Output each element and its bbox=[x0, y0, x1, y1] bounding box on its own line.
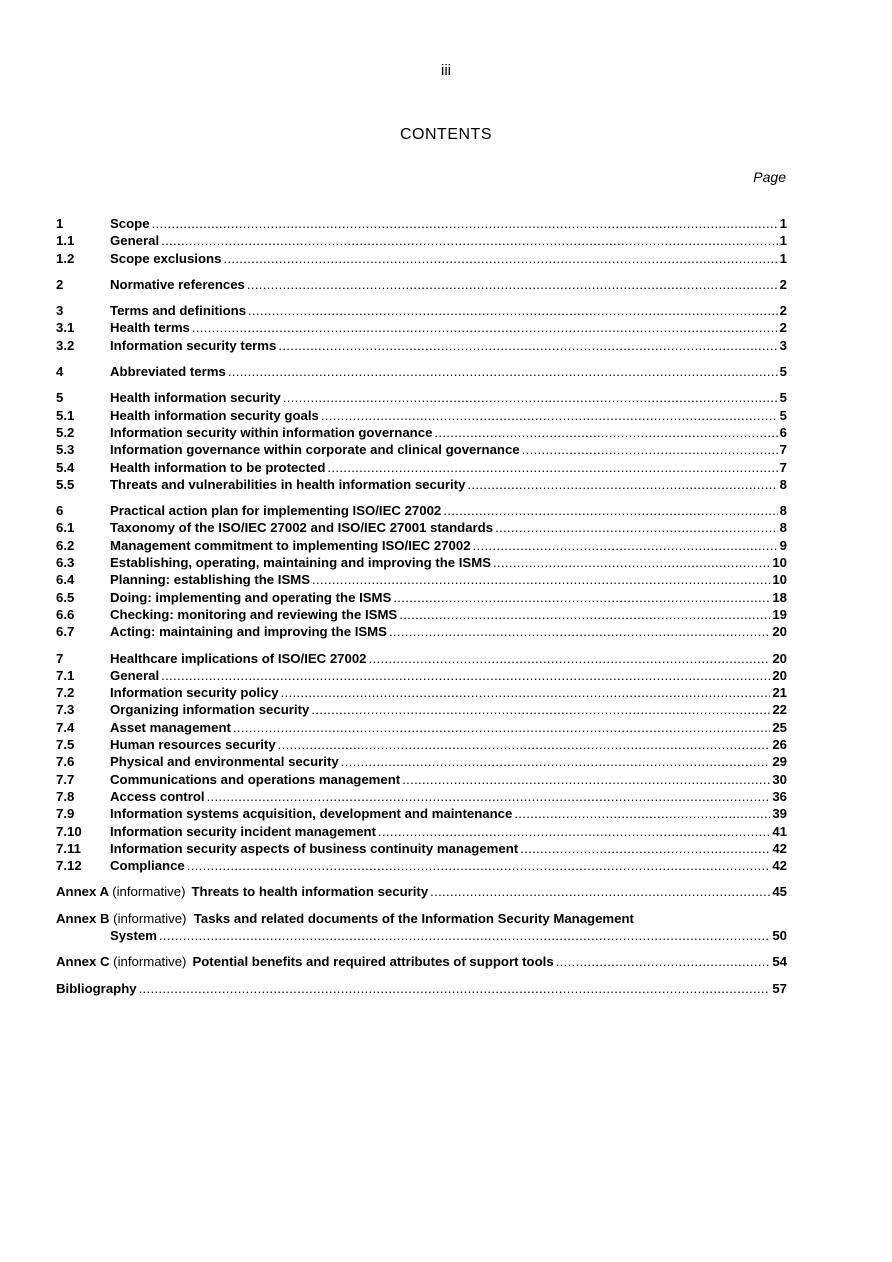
toc-entry[interactable] bbox=[56, 215, 787, 232]
toc-entry-page: 41 bbox=[772, 823, 787, 839]
toc-entry-number: 7.9 bbox=[56, 806, 75, 822]
toc-entry-number: 6.4 bbox=[56, 572, 75, 588]
annex-line bbox=[56, 883, 787, 900]
toc-entry[interactable] bbox=[56, 606, 787, 623]
toc-entry-page: 30 bbox=[772, 771, 787, 787]
toc-entry-number: 3.1 bbox=[56, 320, 75, 336]
annex-label: Annex C bbox=[56, 954, 110, 970]
dot-leader bbox=[369, 650, 771, 667]
toc-entry-title: Access control bbox=[110, 788, 205, 804]
toc-entry-number: 7.5 bbox=[56, 737, 75, 753]
toc-entry-title: Information security within information governance bbox=[110, 424, 433, 440]
dot-leader bbox=[248, 302, 778, 319]
toc-entry-title: Establishing, operating, maintaining and improving the ISMS bbox=[110, 555, 492, 571]
toc-entry[interactable] bbox=[56, 805, 787, 822]
toc-entry-title: Information security aspects of business continuity management bbox=[110, 840, 519, 856]
toc-entry-page: 8 bbox=[779, 503, 787, 519]
toc-group bbox=[56, 276, 787, 293]
toc-entry-title: Practical action plan for implementing ISO/IEC 27002 bbox=[110, 503, 442, 519]
dot-leader bbox=[393, 589, 770, 606]
dot-leader bbox=[152, 215, 778, 232]
dot-leader bbox=[192, 319, 778, 336]
toc-entry[interactable] bbox=[56, 823, 787, 840]
toc-entry-number: 2 bbox=[56, 276, 64, 292]
toc-entry-page: 42 bbox=[772, 840, 787, 856]
dot-leader bbox=[520, 840, 770, 857]
toc-entry-title: Information systems acquisition, development and maintenance bbox=[110, 806, 513, 822]
toc-entry-page: 5 bbox=[779, 390, 787, 406]
toc-entry[interactable] bbox=[56, 337, 787, 354]
dot-leader bbox=[327, 459, 777, 476]
toc-entry-page: 9 bbox=[779, 537, 787, 553]
toc-entry-number: 6.2 bbox=[56, 537, 75, 553]
toc-entry-number: 5.3 bbox=[56, 442, 75, 458]
toc-entry[interactable] bbox=[56, 857, 787, 874]
toc-entry[interactable] bbox=[56, 502, 787, 519]
toc-entry-title: General bbox=[110, 233, 160, 249]
toc-entry[interactable] bbox=[56, 441, 787, 458]
toc-entry-page: 21 bbox=[772, 685, 787, 701]
toc-entry-title: Checking: monitoring and reviewing the ISMS bbox=[110, 606, 398, 622]
toc-entry-page: 18 bbox=[772, 589, 787, 605]
annex-qualifier: (informative) bbox=[113, 954, 187, 970]
toc-entry-number: 4 bbox=[56, 364, 64, 380]
dot-leader bbox=[321, 407, 778, 424]
annex-title: Potential benefits and required attributes of support tools bbox=[192, 954, 554, 970]
dot-leader bbox=[283, 389, 778, 406]
toc-entry-number: 5 bbox=[56, 390, 64, 406]
toc-entry-number: 6 bbox=[56, 503, 64, 519]
toc-entry[interactable] bbox=[56, 302, 787, 319]
toc-entry-title: Human resources security bbox=[110, 737, 276, 753]
bibliography-page: 57 bbox=[772, 980, 787, 996]
toc-entry-number: 5.4 bbox=[56, 459, 75, 475]
dot-leader bbox=[341, 753, 771, 770]
toc-entry-page: 19 bbox=[772, 606, 787, 622]
annex-title-line bbox=[56, 910, 787, 927]
toc-entry-page: 42 bbox=[772, 858, 787, 874]
toc-entry-title: Acting: maintaining and improving the ISMS bbox=[110, 624, 387, 640]
toc-entry-page: 8 bbox=[779, 476, 787, 492]
toc-entry-title: Physical and environmental security bbox=[110, 754, 339, 770]
dot-leader bbox=[187, 857, 771, 874]
toc-entry-number: 7.2 bbox=[56, 685, 75, 701]
toc-entry-title: Scope exclusions bbox=[110, 250, 222, 266]
toc-entry[interactable] bbox=[56, 753, 787, 770]
dot-leader bbox=[247, 276, 778, 293]
toc-entry[interactable] bbox=[56, 788, 787, 805]
toc-entry[interactable] bbox=[56, 424, 787, 441]
toc-entry[interactable] bbox=[56, 554, 787, 571]
annex-title-continuation: System bbox=[110, 927, 157, 943]
toc-entry[interactable] bbox=[56, 250, 787, 267]
dot-leader bbox=[556, 953, 771, 970]
toc-entry[interactable] bbox=[56, 667, 787, 684]
toc-entry[interactable] bbox=[56, 232, 787, 249]
toc-entry-page: 36 bbox=[772, 788, 787, 804]
annex-prefix bbox=[56, 953, 186, 970]
toc-entry-page: 10 bbox=[772, 572, 787, 588]
toc-entry-title: Communications and operations management bbox=[110, 771, 401, 787]
toc-entry-title: Information security terms bbox=[110, 337, 277, 353]
toc-entry-title: Terms and definitions bbox=[110, 303, 247, 319]
dot-leader bbox=[434, 424, 777, 441]
contents-title: CONTENTS bbox=[400, 126, 492, 143]
toc-entry-title: Healthcare implications of ISO/IEC 27002 bbox=[110, 650, 367, 666]
toc-entry[interactable] bbox=[56, 684, 787, 701]
toc-entry[interactable] bbox=[56, 736, 787, 753]
dot-leader bbox=[399, 606, 770, 623]
toc-entry-page: 1 bbox=[779, 250, 787, 266]
toc-entry-number: 7 bbox=[56, 650, 64, 666]
dot-leader bbox=[495, 519, 778, 536]
annex-entry[interactable] bbox=[56, 883, 787, 900]
toc-entry-title: Threats and vulnerabilities in health information security bbox=[110, 476, 466, 492]
annex-label: Annex A bbox=[56, 884, 109, 900]
toc-entry-number: 7.10 bbox=[56, 823, 82, 839]
toc-entry-title: Health information to be protected bbox=[110, 459, 326, 475]
annex-title: Threats to health information security bbox=[191, 884, 429, 900]
annex-line bbox=[56, 953, 787, 970]
toc-entry-page: 3 bbox=[779, 337, 787, 353]
toc-entry-page: 2 bbox=[779, 303, 787, 319]
toc-entry[interactable] bbox=[56, 650, 787, 667]
annex-title: Tasks and related documents of the Information Security Management bbox=[193, 910, 634, 926]
toc-entry-number: 3.2 bbox=[56, 337, 75, 353]
toc-group bbox=[56, 363, 787, 380]
toc-entry-page: 7 bbox=[779, 459, 787, 475]
toc-entry-page: 5 bbox=[779, 364, 787, 380]
toc-entry-number: 1.1 bbox=[56, 233, 75, 249]
toc-group bbox=[56, 215, 787, 267]
toc-entry-number: 1 bbox=[56, 216, 64, 231]
toc-entry-number: 7.8 bbox=[56, 788, 75, 804]
toc-entry[interactable] bbox=[56, 276, 787, 293]
dot-leader bbox=[278, 736, 771, 753]
toc-entry-number: 6.5 bbox=[56, 589, 75, 605]
toc-entry-page: 5 bbox=[779, 407, 787, 423]
toc-entry-number: 6.3 bbox=[56, 555, 75, 571]
dot-leader bbox=[430, 883, 770, 900]
toc-entry-number: 1.2 bbox=[56, 250, 75, 266]
toc-entry-title: Information security policy bbox=[110, 685, 279, 701]
toc-entry[interactable] bbox=[56, 407, 787, 424]
dot-leader bbox=[161, 232, 778, 249]
annex-continuation-line bbox=[56, 927, 787, 944]
toc-entry-number: 6.7 bbox=[56, 624, 75, 640]
dot-leader bbox=[278, 337, 777, 354]
dot-leader bbox=[223, 250, 777, 267]
toc-entry-page: 22 bbox=[772, 702, 787, 718]
toc-entry[interactable] bbox=[56, 771, 787, 788]
toc-entry-page: 20 bbox=[772, 624, 787, 640]
bibliography-title: Bibliography bbox=[56, 980, 137, 996]
toc-entry-page: 39 bbox=[772, 806, 787, 822]
page-column-header: Page bbox=[753, 169, 786, 185]
toc-entry-number: 5.5 bbox=[56, 476, 75, 492]
toc-entry-number: 7.6 bbox=[56, 754, 75, 770]
toc-entry-title: Scope bbox=[110, 216, 150, 231]
toc-entry[interactable] bbox=[56, 363, 787, 380]
dot-leader bbox=[312, 571, 770, 588]
toc-entry-number: 7.4 bbox=[56, 719, 75, 735]
dot-leader bbox=[311, 701, 770, 718]
toc-entry-title: Taxonomy of the ISO/IEC 27002 and ISO/IEC 27001 standards bbox=[110, 520, 494, 536]
dot-leader bbox=[161, 667, 770, 684]
dot-leader bbox=[467, 476, 777, 493]
toc-entry[interactable] bbox=[56, 719, 787, 736]
page-number: iii bbox=[441, 62, 451, 79]
annex-prefix bbox=[56, 883, 185, 900]
toc-entry[interactable] bbox=[56, 701, 787, 718]
dot-leader bbox=[389, 623, 770, 640]
toc-entry[interactable] bbox=[56, 537, 787, 554]
toc-entry-page: 26 bbox=[772, 737, 787, 753]
toc-entry-title: Health terms bbox=[110, 320, 190, 336]
toc-entry-title: Planning: establishing the ISMS bbox=[110, 572, 311, 588]
toc-entry-page: 10 bbox=[772, 555, 787, 571]
toc-entry-number: 5.2 bbox=[56, 424, 75, 440]
toc-entry-title: Abbreviated terms bbox=[110, 364, 226, 380]
toc-entry[interactable] bbox=[56, 571, 787, 588]
toc-entry-number: 7.11 bbox=[56, 840, 81, 856]
dot-leader bbox=[514, 805, 770, 822]
table-of-contents bbox=[56, 215, 787, 997]
toc-entry-title: Information governance within corporate and clinical governance bbox=[110, 442, 520, 458]
bibliography-entry[interactable] bbox=[56, 980, 787, 997]
toc-entry-page: 8 bbox=[779, 520, 787, 536]
toc-entry[interactable] bbox=[56, 589, 787, 606]
toc-entry[interactable] bbox=[56, 389, 787, 406]
toc-group bbox=[56, 389, 787, 493]
dot-leader bbox=[228, 363, 778, 380]
annex-entry[interactable] bbox=[56, 910, 787, 945]
annex-label: Annex B bbox=[56, 910, 110, 926]
toc-entry-title: Asset management bbox=[110, 719, 231, 735]
dot-leader bbox=[139, 980, 771, 997]
dot-leader bbox=[378, 823, 770, 840]
toc-entry-page: 20 bbox=[772, 650, 787, 666]
toc-entry-number: 7.7 bbox=[56, 771, 75, 787]
toc-group bbox=[56, 502, 787, 640]
toc-entry-title: Health information security goals bbox=[110, 407, 319, 423]
toc-entry-number: 6.1 bbox=[56, 520, 75, 536]
toc-entry-page: 2 bbox=[779, 320, 787, 336]
toc-entry[interactable] bbox=[56, 840, 787, 857]
toc-entry-title: Information security incident management bbox=[110, 823, 376, 839]
annex-qualifier: (informative) bbox=[112, 884, 186, 900]
toc-entry-title: General bbox=[110, 667, 160, 683]
dot-leader bbox=[493, 554, 770, 571]
toc-entry-page: 2 bbox=[779, 276, 787, 292]
toc-entry-number: 7.3 bbox=[56, 702, 75, 718]
dot-leader bbox=[473, 537, 778, 554]
toc-entry-page: 25 bbox=[772, 719, 787, 735]
annex-page: 54 bbox=[772, 954, 787, 970]
toc-entry-number: 5.1 bbox=[56, 407, 75, 423]
toc-entry-title: Organizing information security bbox=[110, 702, 310, 718]
annex-qualifier: (informative) bbox=[113, 910, 187, 926]
toc-entry-title: Doing: implementing and operating the ISMS bbox=[110, 589, 392, 605]
dot-leader bbox=[233, 719, 770, 736]
dot-leader bbox=[522, 441, 778, 458]
toc-entry-number: 6.6 bbox=[56, 606, 75, 622]
toc-entry-title: Normative references bbox=[110, 276, 245, 292]
toc-entry-number: 3 bbox=[56, 303, 64, 319]
toc-entry[interactable] bbox=[56, 476, 787, 493]
toc-entry-number: 7.12 bbox=[56, 858, 82, 874]
toc-group bbox=[56, 302, 787, 354]
toc-entry-title: Health information security bbox=[110, 390, 281, 406]
dot-leader bbox=[402, 771, 770, 788]
dot-leader bbox=[281, 684, 771, 701]
dot-leader bbox=[159, 927, 770, 944]
toc-entry-title: Management commitment to implementing ISO/IEC 27002 bbox=[110, 537, 471, 553]
toc-entry-page: 6 bbox=[779, 424, 787, 440]
toc-entry-number: 7.1 bbox=[56, 667, 75, 683]
toc-entry-page: 7 bbox=[779, 442, 787, 458]
toc-entry-title: Compliance bbox=[110, 858, 185, 874]
annex-page: 50 bbox=[772, 927, 787, 943]
toc-group bbox=[56, 650, 787, 875]
annex-entry[interactable] bbox=[56, 953, 787, 970]
toc-entry[interactable] bbox=[56, 623, 787, 640]
toc-entry-page: 1 bbox=[779, 216, 787, 231]
toc-entry-page: 20 bbox=[772, 667, 787, 683]
toc-entry-page: 1 bbox=[779, 233, 787, 249]
dot-leader bbox=[443, 502, 777, 519]
toc-entry[interactable] bbox=[56, 459, 787, 476]
annex-page: 45 bbox=[772, 884, 787, 900]
toc-entry-page: 29 bbox=[772, 754, 787, 770]
dot-leader bbox=[207, 788, 771, 805]
toc-entry[interactable] bbox=[56, 319, 787, 336]
toc-entry[interactable] bbox=[56, 519, 787, 536]
